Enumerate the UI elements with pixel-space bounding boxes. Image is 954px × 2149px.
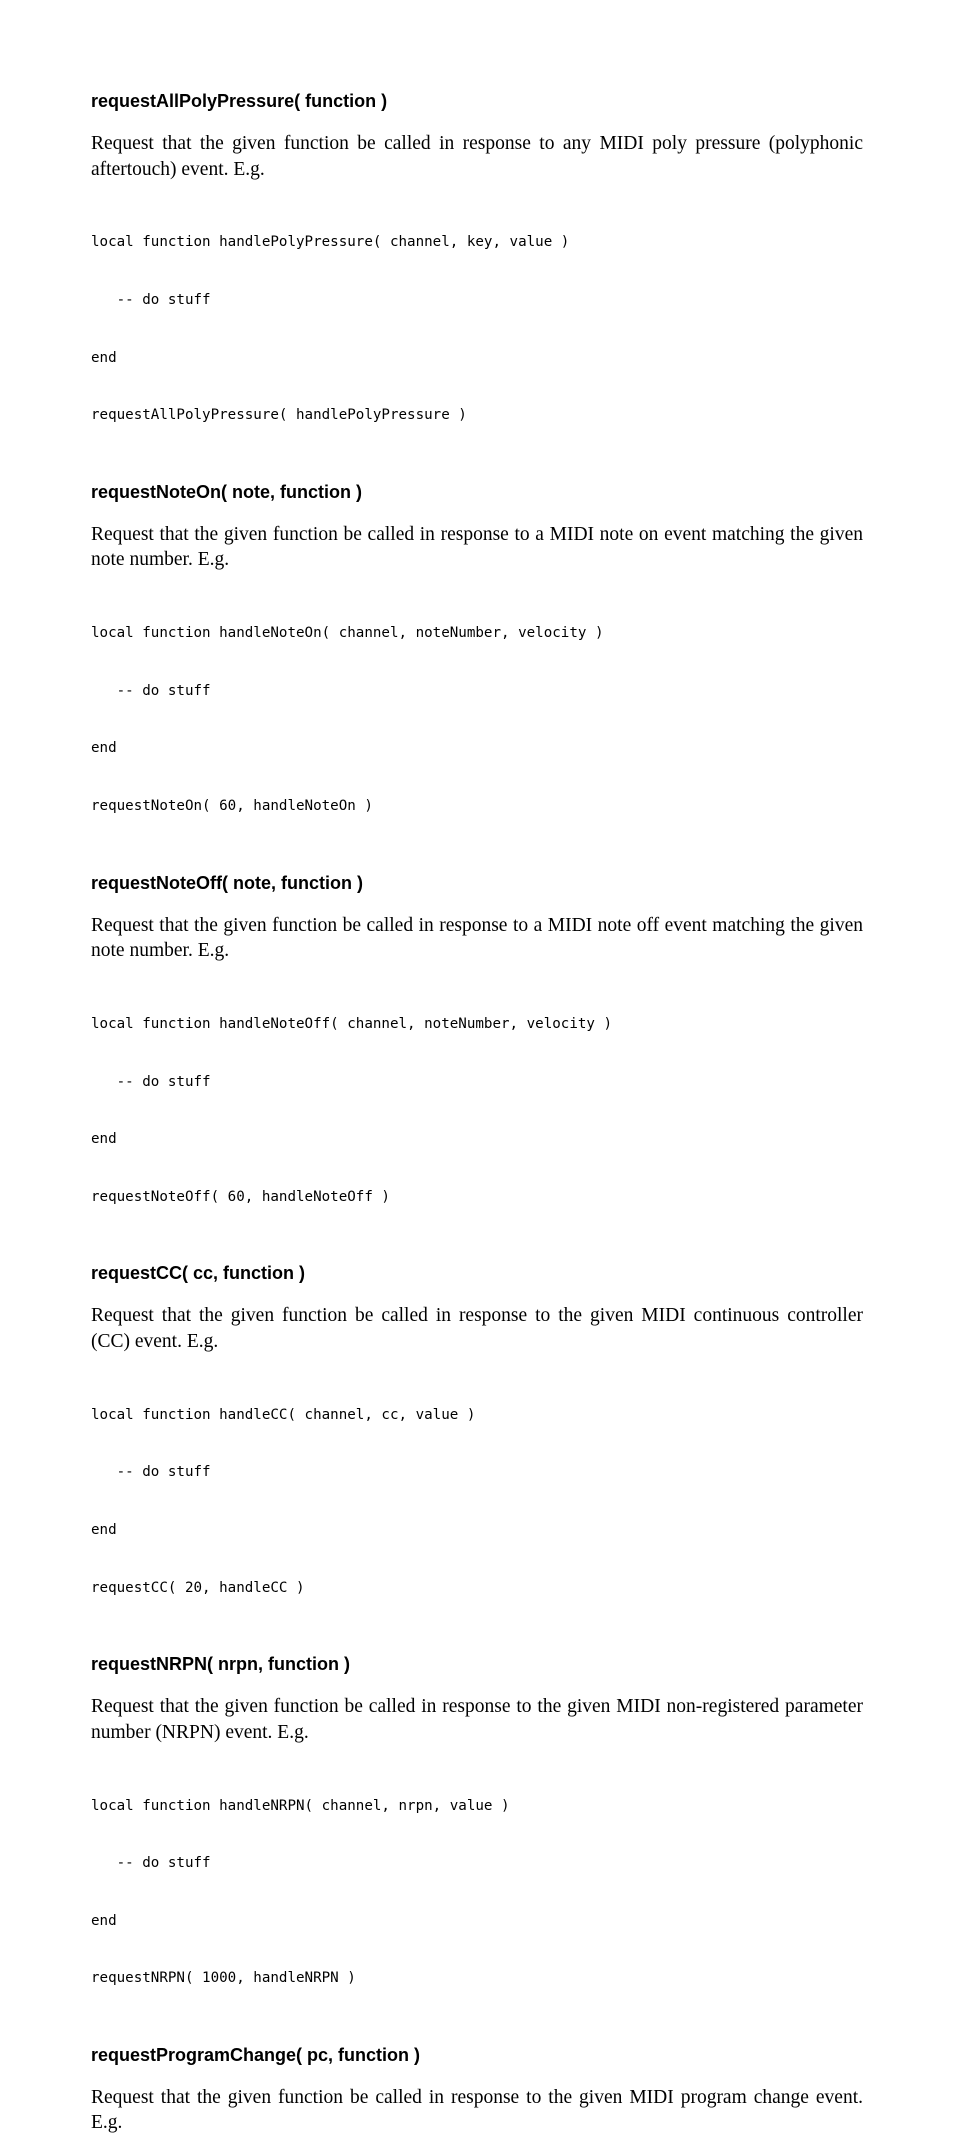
code-line: end	[91, 1521, 117, 1538]
description-paragraph: Request that the given function be called in response to the given MIDI non-registered parameter number (NRPN) event. E.g.	[91, 1696, 863, 1743]
code-line: -- do stuff	[91, 1073, 211, 1090]
code-line: -- do stuff	[91, 292, 211, 308]
section-request-note-off	[91, 870, 863, 1246]
code-line: end	[91, 1131, 117, 1148]
section-request-all-poly-pressure	[91, 88, 863, 464]
code-line: requestNRPN( 1000, handleNRPN )	[91, 1970, 356, 1987]
code-example	[91, 977, 863, 1246]
code-line: requestNoteOn( 60, handleNoteOn )	[91, 797, 373, 814]
function-heading: requestCC( cc, function )	[91, 1263, 306, 1284]
function-heading: requestNoteOff( note, function )	[91, 872, 363, 893]
code-line: -- do stuff	[91, 1464, 211, 1481]
section-request-program-change	[91, 2042, 863, 2136]
section-request-cc	[91, 1260, 863, 1636]
code-line: end	[91, 740, 117, 757]
description-paragraph: Request that the given function be called in response to the given MIDI continuous controller (CC) event. E.g.	[91, 1305, 863, 1352]
code-line: local function handleNoteOff( channel, noteNumber, velocity )	[91, 1015, 613, 1032]
code-line: requestCC( 20, handleCC )	[91, 1579, 305, 1596]
code-line: -- do stuff	[91, 1855, 211, 1872]
code-line: local function handleCC( channel, cc, value )	[91, 1406, 476, 1423]
description-paragraph: Request that the given function be called in response to a MIDI note off event matching the given note number. E.g.	[91, 914, 863, 962]
code-line: -- do stuff	[91, 682, 211, 699]
function-heading: requestProgramChange( pc, function )	[91, 2044, 421, 2065]
description-paragraph: Request that the given function be called in response to the given MIDI program change event. E.g.	[91, 2086, 863, 2134]
function-heading: requestNoteOn( note, function )	[91, 481, 362, 502]
section-request-nrpn	[91, 1651, 863, 2027]
code-line: requestAllPolyPressure( handlePolyPressure )	[91, 407, 467, 424]
code-line: end	[91, 349, 117, 366]
function-heading: requestAllPolyPressure( function )	[91, 91, 388, 111]
code-example	[91, 195, 863, 464]
description-paragraph: Request that the given function be called in response to any MIDI poly pressure (polyphonic aftertouch) event. E.g.	[91, 133, 863, 180]
code-example	[91, 1758, 863, 2027]
code-example	[91, 1367, 863, 1636]
section-request-note-on	[91, 479, 863, 855]
code-line: end	[91, 1912, 117, 1929]
code-line: requestNoteOff( 60, handleNoteOff )	[91, 1188, 390, 1205]
description-paragraph: Request that the given function be called in response to a MIDI note on event matching the given note number. E.g.	[91, 523, 863, 571]
code-line: local function handleNoteOn( channel, noteNumber, velocity )	[91, 625, 604, 642]
code-example	[91, 586, 863, 855]
code-line: local function handleNRPN( channel, nrpn, value )	[91, 1797, 510, 1814]
function-heading: requestNRPN( nrpn, function )	[91, 1654, 350, 1675]
document-page	[91, 88, 863, 2149]
code-line: local function handlePolyPressure( channel, key, value )	[91, 234, 570, 251]
